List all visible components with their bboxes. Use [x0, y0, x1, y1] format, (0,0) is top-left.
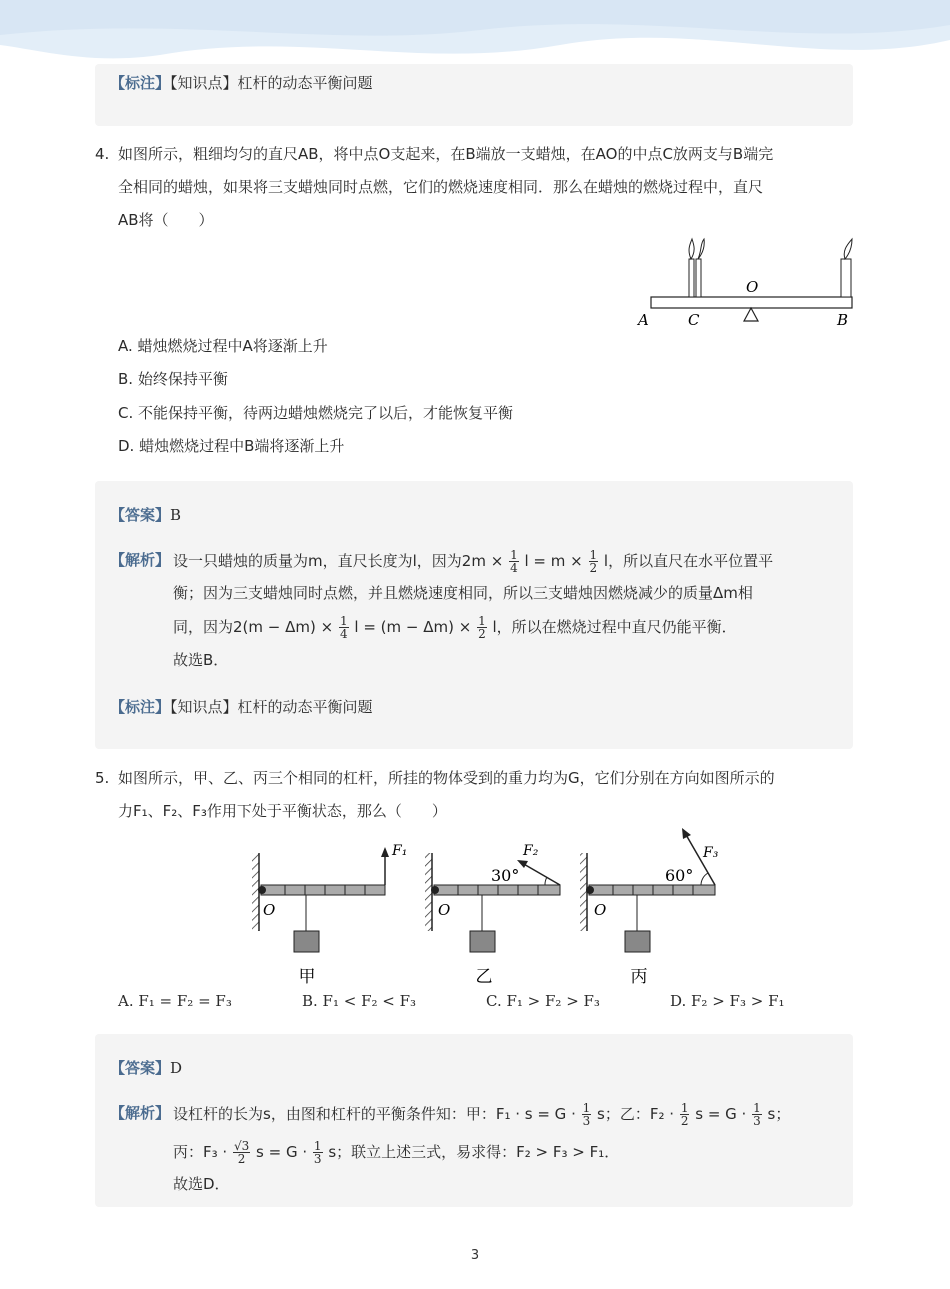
q4-stem-line2: 全相同的蜡烛，如果将三支蜡烛同时点燃，它们的燃烧速度相同．那么在蜡烛的燃烧过程中，直尺: [118, 178, 764, 196]
q5-stem-line2: 力F₁、F₂、F₃作用下处于平衡状态，那么（ ）: [118, 802, 447, 820]
note-text: 【知识点】杠杆的动态平衡问题: [170, 698, 373, 716]
q4-option-b: B. 始终保持平衡: [118, 370, 228, 388]
analysis-line2: 丙：F₃ · $\frac{√3}{2}$ s = G · $\frac{1}{3}$ s；联立上述三式，易求得：F₂ > F₃ > F₁．: [173, 1139, 620, 1166]
top-note-box: [95, 64, 853, 126]
q5-stem-line1: 如图所示，甲、乙、丙三个相同的杠杆，所挂的物体受到的重力均为G，它们分别在方向如图所示的: [118, 769, 775, 787]
q4-number: 4.: [95, 145, 110, 163]
label-o: O: [746, 278, 759, 296]
q4-option-c: C. 不能保持平衡，待两边蜡烛燃烧完了以后，才能恢复平衡: [118, 404, 514, 422]
lever-jia: [252, 843, 407, 987]
answer-value: B: [170, 506, 182, 524]
pivot-label-o: O: [594, 901, 607, 919]
q4-option-d: D. 蜡烛燃烧过程中B端将逐渐上升: [118, 437, 345, 455]
fraction: $\frac{1}{2}$: [478, 614, 486, 641]
analysis-line4: 故选B．: [173, 651, 229, 669]
angle-60: 60°: [665, 866, 694, 885]
analysis-line1: 设一只蜡烛的质量为m，直尺长度为l，因为2m × $\frac{1}{4}$ l = m × $\frac{1}{2}$ l，所以直尺在水平位置平: [173, 548, 774, 575]
lever-bing: [580, 828, 719, 987]
page-number: 3: [470, 1248, 480, 1263]
fraction: $\frac{1}{2}$: [680, 1101, 689, 1128]
analysis-tag: 【解析】: [110, 551, 171, 569]
caption-yi: 乙: [475, 967, 493, 987]
analysis-line2: 衡；因为三支蜡烛同时点燃，并且燃烧速度相同，所以三支蜡烛因燃烧减少的质量Δm相: [173, 584, 753, 602]
q5-option-c: C. F₁ > F₂ > F₃: [486, 992, 600, 1010]
fraction: $\frac{1}{2}$: [589, 548, 598, 575]
lever-yi: [425, 843, 560, 987]
caption-jia: 甲: [298, 967, 316, 987]
pivot-label-o: O: [438, 901, 451, 919]
fraction: $\frac{1}{3}$: [313, 1139, 322, 1166]
q4-stem-line1: 如图所示，粗细均匀的直尺AB，将中点O支起来，在B端放一支蜡烛，在AO的中点C放两支与B端完: [118, 145, 774, 163]
answer-tag: 【答案】: [110, 1059, 171, 1077]
q5-answer-box: [95, 1034, 853, 1207]
note-tag: 【标注】: [110, 698, 171, 716]
answer-value: D: [170, 1059, 183, 1077]
q4-stem-line3: AB将（ ）: [118, 211, 214, 229]
fraction: $\frac{1}{4}$: [339, 614, 348, 641]
q5-option-b: B. F₁ < F₂ < F₃: [302, 992, 417, 1010]
analysis-line3: 故选D．: [173, 1175, 230, 1193]
fraction: $\frac{√3}{2}$: [233, 1139, 250, 1166]
label-b: B: [837, 311, 849, 329]
force-label-f3: F₃: [703, 845, 719, 861]
note-tag: 【标注】: [110, 74, 171, 92]
fraction: $\frac{1}{3}$: [753, 1101, 761, 1128]
q5-figures: [245, 825, 735, 990]
fraction: $\frac{1}{3}$: [582, 1101, 591, 1128]
header-wave: [0, 0, 950, 70]
analysis-tag: 【解析】: [110, 1104, 171, 1122]
note-text: 【知识点】杠杆的动态平衡问题: [170, 74, 373, 92]
analysis-line3: 同，因为2(m − Δm) × $\frac{1}{4}$ l = (m − Δm) × $\frac{1}{2}$ l，所以在燃烧过程中直尺仍能平衡．: [173, 614, 737, 641]
force-label-f1: F₁: [392, 843, 408, 859]
q4-option-a: A. 蜡烛燃烧过程中A将逐渐上升: [118, 337, 328, 355]
label-a: A: [638, 311, 649, 329]
q5-option-a: A. F₁ = F₂ = F₃: [118, 992, 232, 1010]
q5-option-d: D. F₂ > F₃ > F₁: [670, 992, 785, 1010]
label-c: C: [688, 311, 700, 329]
q4-answer-box: [95, 481, 853, 749]
q4-figure-ruler: [630, 235, 860, 335]
caption-bing: 丙: [630, 967, 648, 987]
pivot-label-o: O: [263, 901, 276, 919]
fraction: $\frac{1}{4}$: [510, 548, 518, 575]
answer-tag: 【答案】: [110, 506, 171, 524]
analysis-line1: 设杠杆的长为s，由图和杠杆的平衡条件知：甲：F₁ · s = G · $\frac{1}{3}$ s；乙：F₂ · $\frac{1}{2}$ s = G · $\frac{1}{3}$ s；: [173, 1101, 791, 1128]
q5-number: 5.: [95, 769, 110, 787]
angle-30: 30°: [491, 866, 520, 885]
force-label-f2: F₂: [523, 843, 539, 859]
